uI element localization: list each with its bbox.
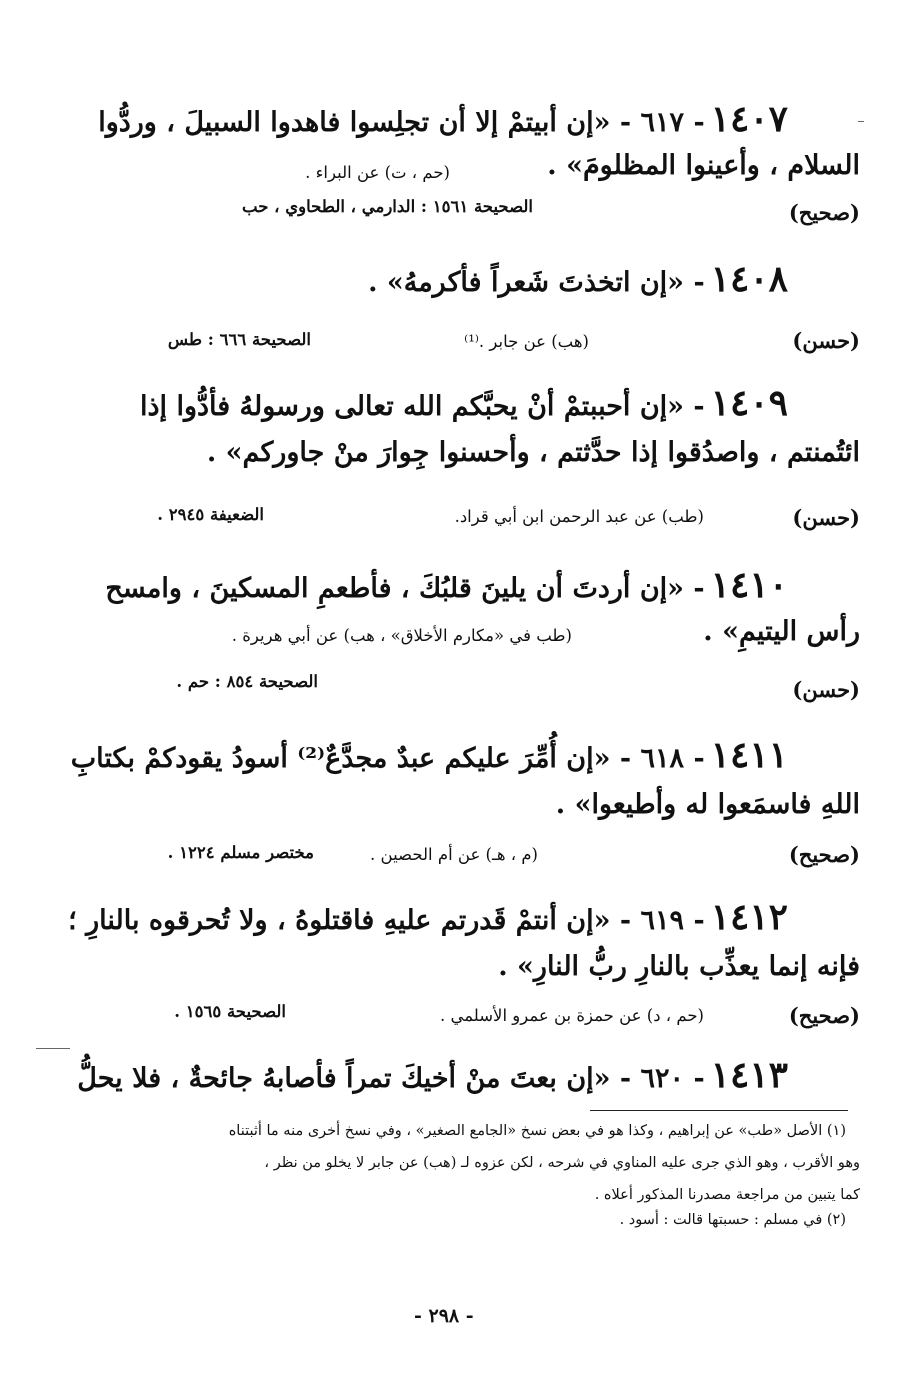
footnote-1-line2: وهو الأقرب ، وهو الذي جرى عليه المناوي في شرحه ، لكن عزوه لـ (هب) عن جابر لا يخلو من نظر ، [264,1155,860,1171]
hadith-1408-source: (هب) عن جابر .⁽¹⁾ [464,332,589,351]
hadith-1410-source: (طب في «مكارم الأخلاق» ، هب) عن أبي هريرة . [231,626,572,645]
scan-mark-top [858,121,864,122]
hadith-1410-grade: (حسن) [792,677,860,702]
footnote-separator [590,1110,848,1111]
hadith-1411-line2: اللهِ فاسمَعوا له وأطيعوا» . [555,789,860,820]
hadith-1409-line2: ائتُمنتم ، واصدُقوا إذا حدَّثتم ، وأحسنوا جِوارَ منْ جاوركم» . [206,437,860,468]
hadith-1407-grade: (صحيح) [788,200,860,225]
hadith-1411-line1: ١٤١١- ٦١٨ - «إن أُمِّرَ عليكم عبدٌ مجدَّعٌ⁽²⁾ أسودُ يقودكمْ بكتابِ [70,734,788,776]
hadith-1412-line1: ١٤١٢- ٦١٩ - «إن أنتمْ قَدرتم عليهِ فاقتلوهُ ، ولا تُحرقوه بالنارِ ؛ [68,896,788,938]
hadith-number: ١٤١١ [710,734,788,776]
hadith-number: ١٤١٢ [710,896,788,938]
footnote-1-line3: كما يتبين من مراجعة مصدرنا المذكور أعلاه . [594,1187,860,1203]
hadith-number: ١٤٠٩ [710,382,788,424]
hadith-1408-line1: ١٤٠٨- «إن اتخذتَ شَعراً فأكرمهُ» . [368,258,788,300]
hadith-1408-reference: الصحيحة ٦٦٦ : طس [167,330,311,349]
hadith-1410-reference: الصحيحة ٨٥٤ : حم . [176,672,318,691]
footnote-2: (٢) في مسلم : حسبتها قالت : أسود . [619,1212,846,1228]
hadith-1409-line1: ١٤٠٩- «إن أحببتمْ أنْ يحبَّكم الله تعالى ورسولهُ فأدُّوا إذا [140,382,788,424]
hadith-1411-grade: (صحيح) [788,842,860,867]
hadith-1407-line1: ١٤٠٧- ٦١٧ - «إن أبيتمْ إلا أن تجلِسوا فاهدوا السبيلَ ، وردُّوا [98,98,788,140]
hadith-1407-source: (حم ، ت) عن البراء . [305,163,450,182]
hadith-1411-source: (م ، هـ) عن أم الحصين . [370,845,538,864]
footnote-1-line1: (١) الأصل «طب» عن إبراهيم ، وكذا هو في بعض نسخ «الجامع الصغير» ، وفي نسخ أخرى منه ما أثبتناه [228,1123,846,1139]
hadith-1411-reference: مختصر مسلم ١٢٢٤ . [167,843,314,862]
hadith-number: ١٤١٠ [710,564,788,606]
hadith-number: ١٤٠٧ [710,98,788,140]
scan-mark-left [36,1048,70,1049]
hadith-1412-reference: الصحيحة ١٥٦٥ . [174,1002,286,1021]
hadith-1409-reference: الضعيفة ٢٩٤٥ . [157,505,264,524]
hadith-1412-source: (حم ، د) عن حمزة بن عمرو الأسلمي . [439,1006,704,1025]
hadith-1409-grade: (حسن) [792,505,860,530]
hadith-number: ١٤٠٨ [710,258,788,300]
hadith-1407-reference: الصحيحة ١٥٦١ : الدارمي ، الطحاوي ، حب [242,197,533,216]
hadith-1412-line2: فإنه إنما يعذِّب بالنارِ ربُّ النارِ» . [498,951,860,982]
hadith-1413-line1: ١٤١٣- ٦٢٠ - «إن بعتَ منْ أخيكَ تمراً فأصابهُ جائحةٌ ، فلا يحلُّ [77,1054,788,1096]
hadith-1412-grade: (صحيح) [788,1003,860,1028]
page-number: - ٢٩٨ - [414,1305,474,1327]
hadith-number: ١٤١٣ [710,1054,788,1096]
hadith-1408-grade: (حسن) [792,328,860,353]
hadith-1407-line2: السلام ، وأعينوا المظلومَ» . [547,150,860,181]
hadith-1410-line2: رأس اليتيمِ» . [703,616,860,647]
hadith-1409-source: (طب) عن عبد الرحمن ابن أبي قراد. [454,507,704,526]
hadith-1410-line1: ١٤١٠- «إن أردتَ أن يلينَ قلبُكَ ، فأطعمِ المسكينَ ، وامسح [105,564,788,606]
